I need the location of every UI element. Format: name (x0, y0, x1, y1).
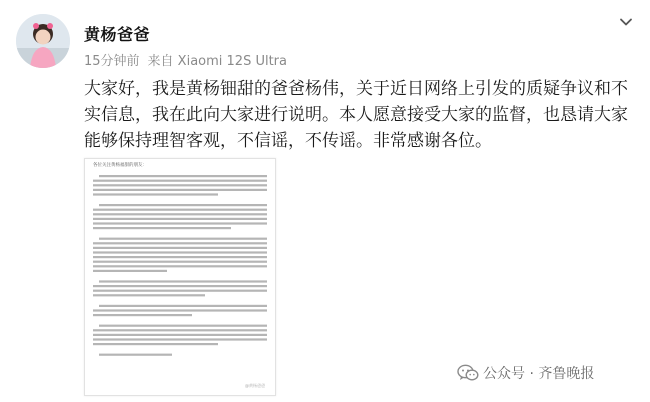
document-text-line (93, 193, 218, 195)
post-source: 来自 Xiaomi 12S Ultra (147, 54, 287, 69)
chevron-down-icon[interactable] (618, 14, 634, 30)
post-text: 大家好，我是黄杨钿甜的爸爸杨伟，关于近日网络上引发的质疑争议和不实信息，我在此向大家进行说明。本人愿意接受大家的监督，也恳请大家能够保持理智客观，不信谣，不传谣。非常感谢各位。 (84, 79, 628, 151)
document-text-line (93, 343, 218, 345)
document-text-line (93, 314, 192, 316)
credit-text: 公众号 · 齐鲁晚报 (483, 366, 595, 382)
document-text-line (93, 247, 267, 249)
image-watermark: @黄杨爸爸 (245, 383, 265, 388)
document-text-line (99, 204, 267, 206)
document-text-line (93, 242, 267, 244)
document-text-line (93, 227, 231, 229)
document-text-line (93, 338, 267, 340)
post-time: 15分钟前 (84, 54, 140, 69)
document-text-line (93, 270, 167, 272)
document-text-line (93, 213, 267, 215)
document-text-line (93, 290, 267, 292)
attached-image[interactable] (84, 158, 276, 396)
document-text-line (93, 256, 267, 258)
avatar-image (16, 14, 70, 68)
document-text-line (93, 334, 267, 336)
document-text-line (93, 265, 267, 267)
document-text-line (93, 218, 267, 220)
document-text-line (93, 261, 267, 263)
document-title: 各位关注黄杨福甜的朋友： (93, 163, 147, 168)
document-text-line (93, 222, 267, 224)
document-text-line (99, 325, 267, 327)
document-text-line (99, 354, 172, 356)
document-text-line (99, 280, 267, 282)
document-text-line (99, 305, 267, 307)
avatar[interactable] (16, 14, 70, 68)
wechat-icon (457, 364, 479, 382)
post-meta (84, 50, 287, 69)
document-text-line (93, 180, 267, 182)
document-text-line (99, 175, 267, 177)
document-text-line (93, 294, 205, 296)
author-name[interactable]: 黄杨爸爸 (84, 25, 151, 44)
document-text-line (93, 184, 267, 186)
document-text-line (93, 309, 267, 311)
document-text-line (93, 285, 267, 287)
document-text-line (93, 251, 267, 253)
document-text-line (93, 189, 267, 191)
document-text-line (93, 209, 267, 211)
document-text-line (99, 238, 267, 240)
document-text-line (93, 329, 267, 331)
source-credit (457, 363, 594, 383)
document-lines (85, 159, 275, 395)
